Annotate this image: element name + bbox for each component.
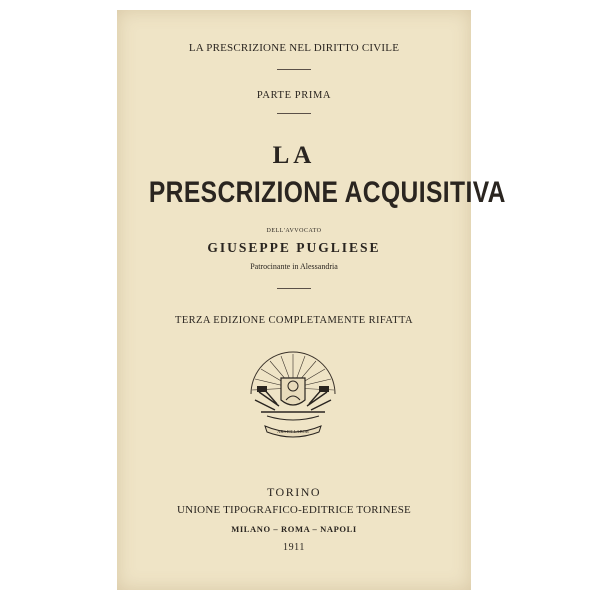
book-title: PRESCRIZIONE ACQUISITIVA (148, 176, 506, 209)
author-role: Patrocinante in Alessandria (250, 262, 338, 271)
title-page (117, 10, 506, 590)
emblem-motto: ARS ET LABOR (277, 429, 309, 434)
divider-rule (277, 288, 311, 289)
title-article: LA (272, 142, 316, 169)
publisher-branches: MILANO – ROMA – NAPOLI (231, 524, 357, 534)
series-title: LA PRESCRIZIONE NEL DIRITTO CIVILE (188, 42, 400, 54)
author-prefix: DELL'AVVOCATO (266, 228, 322, 234)
publisher-emblem-icon (241, 348, 345, 442)
divider-rule (277, 69, 311, 70)
publication-city: TORINO (266, 485, 322, 499)
divider-rule (277, 113, 311, 114)
author-name: GIUSEPPE PUGLIESE (207, 240, 381, 255)
publication-year: 1911 (282, 542, 306, 553)
part-label: PARTE PRIMA (256, 90, 332, 101)
publisher-name: UNIONE TIPOGRAFICO-EDITRICE TORINESE (177, 504, 411, 516)
edition-statement: TERZA EDIZIONE COMPLETAMENTE RIFATTA (175, 315, 413, 326)
